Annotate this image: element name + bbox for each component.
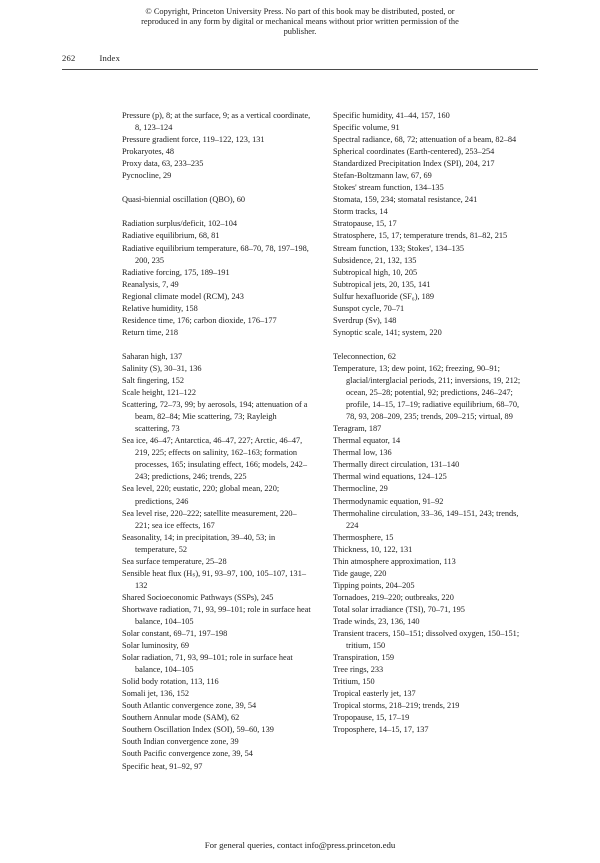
index-entry: Sea ice, 46–47; Antarctica, 46–47, 227; Arctic, 46–47, 219, 225; effects on salinity, 162–163; formation processes, 165; insulating effect, 166; models, 242–243; predictions, 246; trends, 225 (122, 436, 307, 482)
index-entry: Solid body rotation, 113, 116 (122, 677, 219, 687)
index-letter-group (122, 194, 311, 206)
index-entry: South Indian convergence zone, 39 (122, 737, 239, 747)
index-entry: Thin atmosphere approximation, 113 (333, 556, 456, 566)
index-entry: Thermodynamic equation, 91–92 (333, 496, 444, 506)
index-entry: Storm tracks, 14 (333, 207, 388, 217)
index-entry: Stefan-Boltzmann law, 67, 69 (333, 171, 432, 181)
index-entry: Teragram, 187 (333, 424, 382, 434)
index-entry: Stomata, 159, 234; stomatal resistance, 241 (333, 195, 478, 205)
index-entry: Tropopause, 15, 17–19 (333, 713, 410, 723)
running-head (62, 53, 120, 63)
index-entry: Sverdrup (Sv), 148 (333, 315, 397, 325)
index-entry: Sea surface temperature, 25–28 (122, 556, 227, 566)
index-entry: Sunspot cycle, 70–71 (333, 303, 405, 313)
index-entry: Residence time, 176; carbon dioxide, 176–177 (122, 315, 277, 325)
index-entry: Specific volume, 91 (333, 123, 400, 133)
index-letter-group (122, 218, 311, 338)
index-entry: Troposphere, 14–15, 17, 137 (333, 725, 429, 735)
index-entry: Thermal wind equations, 124–125 (333, 472, 447, 482)
index-entry: Shortwave radiation, 71, 93, 99–101; role in surface heat balance, 104–105 (122, 604, 311, 626)
index-entry: Solar luminosity, 69 (122, 641, 189, 651)
index-left-column (122, 110, 311, 773)
index-entry: Pressure (p), 8; at the surface, 9; as a vertical coordinate, 8, 123–124 (122, 111, 311, 133)
index-entry: Stream function, 133; Stokes', 134–135 (333, 243, 465, 253)
index-entry: Quasi-biennial oscillation (QBO), 60 (122, 195, 246, 205)
index-letter-group (122, 351, 311, 773)
index-entry: Subsidence, 21, 132, 135 (333, 255, 417, 265)
index-entry: Scattering, 72–73, 99; by aerosols, 194; attenuation of a beam, 82–84; Mie scattering, 73; Rayleigh scattering, 73 (122, 400, 308, 434)
index-letter-group (333, 110, 522, 339)
section-title: Index (99, 53, 121, 63)
index-entry: Spectral radiance, 68, 72; attenuation of a beam, 82–84 (333, 135, 517, 145)
index-entry: Reanalysis, 7, 49 (122, 279, 179, 289)
index-entry: Southern Oscillation Index (SOI), 59–60, 139 (122, 725, 274, 735)
index-columns (122, 110, 522, 773)
index-entry: Tropical easterly jet, 137 (333, 689, 416, 699)
index-entry: Radiative equilibrium temperature, 68–70, 78, 197–198, 200, 235 (122, 243, 309, 265)
footer-note: For general queries, contact info@press.princeton.edu (204, 840, 396, 850)
index-entry: Transient tracers, 150–151; dissolved oxygen, 150–151; tritium, 150 (333, 629, 520, 651)
index-entry: Thermocline, 29 (333, 484, 388, 494)
index-entry: Somali jet, 136, 152 (122, 689, 190, 699)
index-entry: Radiation surplus/deficit, 102–104 (122, 219, 237, 229)
index-entry: Specific humidity, 41–44, 157, 160 (333, 111, 450, 120)
index-entry: Spherical coordinates (Earth-centered), 253–254 (333, 147, 495, 157)
index-entry: Thickness, 10, 122, 131 (333, 544, 413, 554)
index-right-column (333, 110, 522, 773)
index-entry: Thermally direct circulation, 131–140 (333, 460, 460, 470)
index-entry: Relative humidity, 158 (122, 303, 198, 313)
index-entry: Salinity (S), 30–31, 136 (122, 363, 202, 373)
index-letter-group (122, 110, 311, 182)
index-entry: Thermal low, 136 (333, 448, 392, 458)
index-entry: Sea level rise, 220–222; satellite measurement, 220–221; sea ice effects, 167 (122, 508, 297, 530)
index-entry: Teleconnection, 62 (333, 351, 397, 361)
index-entry: Thermohaline circulation, 33–36, 149–151, 243; trends, 224 (333, 508, 519, 530)
index-entry: Total solar irradiance (TSI), 70–71, 195 (333, 604, 465, 614)
index-entry: Tide gauge, 220 (333, 568, 387, 578)
index-entry: Solar radiation, 71, 93, 99–101; role in surface heat balance, 104–105 (122, 653, 293, 675)
index-entry: Thermal equator, 14 (333, 436, 401, 446)
index-entry: Sulfur hexafluoride (SF₆), 189 (333, 291, 435, 301)
index-entry: South Atlantic convergence zone, 39, 54 (122, 701, 257, 711)
page-number: 262 (62, 53, 76, 63)
index-entry: Pycnocline, 29 (122, 171, 172, 181)
index-entry: Salt fingering, 152 (122, 376, 184, 386)
copyright-notice: © Copyright, Princeton University Press. No part of this book may be distributed, posted, or reproduced in any form by digital or mechanical means without prior written permission of the publisher. (141, 7, 459, 37)
index-entry: Transpiration, 159 (333, 653, 394, 663)
index-entry: Tritium, 150 (333, 677, 375, 687)
index-entry: South Pacific convergence zone, 39, 54 (122, 749, 253, 759)
index-entry: Sensible heat flux (Hₛ), 91, 93–97, 100, 105–107, 131–132 (122, 568, 306, 590)
index-entry: Radiative equilibrium, 68, 81 (122, 231, 220, 241)
index-entry: Specific heat, 91–92, 97 (122, 761, 203, 771)
index-entry: Return time, 218 (122, 327, 178, 337)
index-entry: Synoptic scale, 141; system, 220 (333, 327, 442, 337)
index-entry: Standardized Precipitation Index (SPI), 204, 217 (333, 159, 495, 169)
index-entry: Temperature, 13; dew point, 162; freezing, 90–91; glacial/interglacial periods, 211; inversions, 19, 212; ocean, 25–28; potential, 92; predictions, 246–247; profile, 14–15, 17–19; radiative equilibrium, 68–70, 78, 93, 208–209, 235; trends, 209–215; virtual, 89 (333, 363, 521, 422)
index-letter-group (333, 351, 522, 737)
index-entry: Pressure gradient force, 119–122, 123, 131 (122, 135, 265, 145)
index-entry: Subtropical high, 10, 205 (333, 267, 418, 277)
index-entry: Shared Socioeconomic Pathways (SSPs), 245 (122, 592, 274, 602)
index-entry: Thermosphere, 15 (333, 532, 394, 542)
index-entry: Prokaryotes, 48 (122, 147, 175, 157)
index-entry: Southern Annular mode (SAM), 62 (122, 713, 240, 723)
index-entry: Seasonality, 14; in precipitation, 39–40, 53; in temperature, 52 (122, 532, 276, 554)
index-entry: Stokes' stream function, 134–135 (333, 183, 444, 193)
index-entry: Saharan high, 137 (122, 351, 183, 361)
header-rule (62, 69, 538, 70)
index-entry: Solar constant, 69–71, 197–198 (122, 629, 228, 639)
index-entry: Tipping points, 204–205 (333, 580, 415, 590)
index-entry: Scale height, 121–122 (122, 388, 196, 398)
index-entry: Tree rings, 233 (333, 665, 384, 675)
index-entry: Regional climate model (RCM), 243 (122, 291, 244, 301)
index-entry: Trade winds, 23, 136, 140 (333, 616, 420, 626)
index-entry: Sea level, 220; eustatic, 220; global mean, 220; predictions, 246 (122, 484, 280, 506)
index-entry: Tornadoes, 219–220; outbreaks, 220 (333, 592, 454, 602)
index-entry: Stratopause, 15, 17 (333, 219, 397, 229)
index-entry: Proxy data, 63, 233–235 (122, 159, 204, 169)
index-entry: Radiative forcing, 175, 189–191 (122, 267, 230, 277)
index-entry: Stratosphere, 15, 17; temperature trends, 81–82, 215 (333, 231, 508, 241)
index-entry: Tropical storms, 218–219; trends, 219 (333, 701, 460, 711)
index-entry: Subtropical jets, 20, 135, 141 (333, 279, 431, 289)
